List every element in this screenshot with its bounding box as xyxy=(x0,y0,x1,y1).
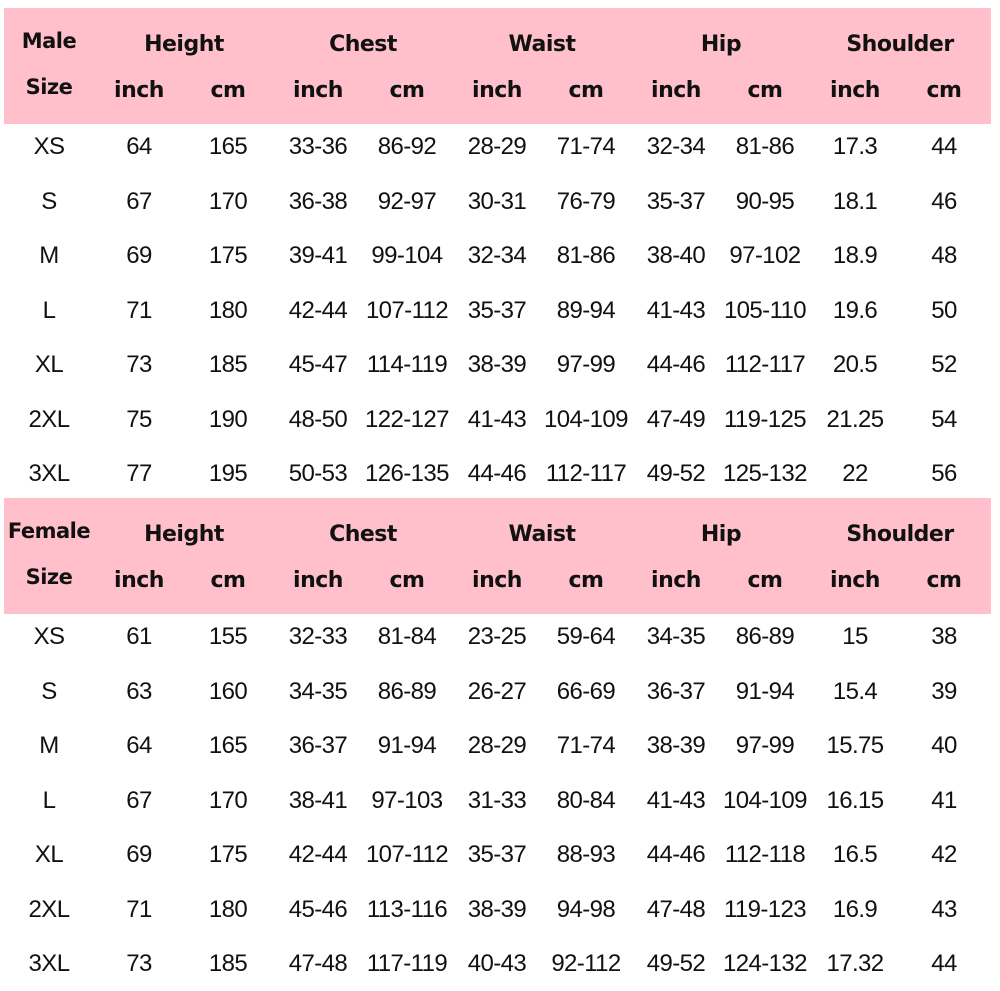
table-row xyxy=(4,120,991,174)
male-group-hip: Hip xyxy=(700,32,742,57)
male-unit: cm xyxy=(389,78,425,103)
size-cell: S xyxy=(41,677,57,705)
male-unit: cm xyxy=(210,78,246,103)
female-group-hip: Hip xyxy=(700,522,742,547)
value-cell: 49-52 xyxy=(646,460,706,487)
female-unit: inch xyxy=(830,568,880,593)
value-cell: 36-38 xyxy=(288,187,348,215)
value-cell: 17.3 xyxy=(832,133,878,160)
value-cell: 47-48 xyxy=(646,895,706,923)
size-cell: S xyxy=(41,187,57,215)
value-cell: 28-29 xyxy=(467,732,527,759)
value-cell: 17.32 xyxy=(826,950,884,977)
male-group-chest: Chest xyxy=(329,32,397,57)
female-group-chest: Chest xyxy=(329,522,397,547)
value-cell: 19.6 xyxy=(832,296,878,324)
value-cell: 35-37 xyxy=(467,841,527,868)
value-cell: 88-93 xyxy=(556,841,616,868)
value-cell: 75 xyxy=(126,405,152,433)
male-unit: cm xyxy=(747,78,783,103)
value-cell: 64 xyxy=(126,133,152,160)
table-row xyxy=(4,338,991,392)
value-cell: 73 xyxy=(126,351,152,378)
value-cell: 54 xyxy=(931,405,957,433)
value-cell: 44-46 xyxy=(467,460,527,487)
female-unit: cm xyxy=(210,568,246,593)
value-cell: 90-95 xyxy=(735,187,795,215)
size-cell: XL xyxy=(34,351,64,378)
value-cell: 20.5 xyxy=(832,351,878,378)
value-cell: 30-31 xyxy=(467,187,527,215)
value-cell: 97-99 xyxy=(735,732,795,759)
value-cell: 44-46 xyxy=(646,351,706,378)
value-cell: 165 xyxy=(208,133,248,160)
value-cell: 94-98 xyxy=(556,895,616,923)
male-label: Male xyxy=(21,29,77,53)
female-label: Female xyxy=(7,519,91,543)
value-cell: 15.4 xyxy=(832,677,878,705)
value-cell: 41-43 xyxy=(646,296,706,324)
male-unit: cm xyxy=(926,78,962,103)
value-cell: 155 xyxy=(208,623,248,650)
value-cell: 112-117 xyxy=(724,351,806,378)
value-cell: 47-48 xyxy=(288,950,348,977)
value-cell: 34-35 xyxy=(288,677,348,705)
size-cell: XL xyxy=(34,841,64,868)
value-cell: 71 xyxy=(126,296,152,324)
table-row xyxy=(4,883,991,937)
value-cell: 86-89 xyxy=(735,623,795,650)
value-cell: 170 xyxy=(208,187,248,215)
value-cell: 42-44 xyxy=(288,841,348,868)
female-unit: cm xyxy=(926,568,962,593)
size-cell: M xyxy=(39,242,59,269)
table-row xyxy=(4,937,991,991)
value-cell: 45-46 xyxy=(288,895,348,923)
value-cell: 67 xyxy=(126,786,152,814)
value-cell: 38 xyxy=(931,623,957,650)
value-cell: 31-33 xyxy=(467,786,527,814)
value-cell: 119-123 xyxy=(723,895,807,923)
size-cell: L xyxy=(42,786,56,814)
value-cell: 69 xyxy=(126,242,152,269)
male-unit: inch xyxy=(293,78,343,103)
value-cell: 119-125 xyxy=(723,405,807,433)
size-cell: XS xyxy=(33,623,65,650)
value-cell: 113-116 xyxy=(366,895,448,923)
value-cell: 28-29 xyxy=(467,133,527,160)
male-unit: cm xyxy=(568,78,604,103)
value-cell: 71 xyxy=(126,895,152,923)
value-cell: 21.25 xyxy=(826,405,884,433)
value-cell: 112-117 xyxy=(545,460,627,487)
female-unit: inch xyxy=(293,568,343,593)
table-row xyxy=(4,665,991,719)
size-cell: 3XL xyxy=(28,460,70,487)
value-cell: 170 xyxy=(208,786,248,814)
female-unit: inch xyxy=(472,568,522,593)
value-cell: 15.75 xyxy=(826,732,884,759)
value-cell: 50 xyxy=(931,296,957,324)
female-size-label: Size xyxy=(25,565,73,589)
value-cell: 175 xyxy=(208,841,248,868)
value-cell: 91-94 xyxy=(377,732,437,759)
value-cell: 180 xyxy=(208,296,248,324)
value-cell: 71-74 xyxy=(556,732,616,759)
male-unit: inch xyxy=(114,78,164,103)
value-cell: 66-69 xyxy=(556,677,616,705)
value-cell: 42-44 xyxy=(288,296,348,324)
value-cell: 16.15 xyxy=(826,786,884,814)
value-cell: 48 xyxy=(931,242,957,269)
value-cell: 112-118 xyxy=(724,841,806,868)
female-unit: cm xyxy=(389,568,425,593)
value-cell: 165 xyxy=(208,732,248,759)
female-unit: cm xyxy=(747,568,783,593)
table-row xyxy=(4,610,991,664)
value-cell: 89-94 xyxy=(556,296,616,324)
value-cell: 36-37 xyxy=(646,677,706,705)
size-cell: 3XL xyxy=(28,950,70,977)
size-cell: M xyxy=(39,732,59,759)
value-cell: 38-39 xyxy=(646,732,706,759)
value-cell: 117-119 xyxy=(366,950,448,977)
male-size-label: Size xyxy=(25,75,73,99)
value-cell: 97-102 xyxy=(729,242,801,269)
size-cell: L xyxy=(42,296,56,324)
male-size-chart xyxy=(0,0,1000,487)
value-cell: 92-112 xyxy=(551,950,621,977)
value-cell: 33-36 xyxy=(288,133,348,160)
female-group-waist: Waist xyxy=(508,522,576,547)
value-cell: 40-43 xyxy=(467,950,527,977)
table-row xyxy=(4,393,991,447)
value-cell: 22 xyxy=(842,460,868,487)
value-cell: 122-127 xyxy=(365,405,449,433)
value-cell: 32-33 xyxy=(288,623,348,650)
value-cell: 104-109 xyxy=(723,786,807,814)
value-cell: 185 xyxy=(208,351,248,378)
value-cell: 180 xyxy=(208,895,248,923)
value-cell: 71-74 xyxy=(556,133,616,160)
value-cell: 41-43 xyxy=(467,405,527,433)
value-cell: 63 xyxy=(126,677,152,705)
value-cell: 81-86 xyxy=(735,133,795,160)
value-cell: 41-43 xyxy=(646,786,706,814)
value-cell: 16.5 xyxy=(832,841,878,868)
size-cell: XS xyxy=(33,133,65,160)
value-cell: 61 xyxy=(126,623,152,650)
value-cell: 32-34 xyxy=(646,133,706,160)
value-cell: 81-86 xyxy=(556,242,616,269)
value-cell: 26-27 xyxy=(467,677,527,705)
male-group-waist: Waist xyxy=(508,32,576,57)
table-row xyxy=(4,229,991,283)
value-cell: 34-35 xyxy=(646,623,706,650)
female-group-height: Height xyxy=(144,522,224,547)
value-cell: 48-50 xyxy=(288,405,348,433)
value-cell: 76-79 xyxy=(556,187,616,215)
table-row xyxy=(4,175,991,229)
value-cell: 50-53 xyxy=(288,460,348,487)
female-unit: cm xyxy=(568,568,604,593)
value-cell: 38-39 xyxy=(467,351,527,378)
value-cell: 38-41 xyxy=(288,786,348,814)
table-row xyxy=(4,774,991,828)
value-cell: 32-34 xyxy=(467,242,527,269)
male-group-shoulder: Shoulder xyxy=(846,32,954,57)
value-cell: 41 xyxy=(931,786,957,814)
value-cell: 38-39 xyxy=(467,895,527,923)
value-cell: 97-99 xyxy=(556,351,616,378)
female-size-chart xyxy=(0,490,1000,977)
value-cell: 86-89 xyxy=(377,677,437,705)
value-cell: 73 xyxy=(126,950,152,977)
value-cell: 160 xyxy=(208,677,248,705)
value-cell: 45-47 xyxy=(288,351,348,378)
value-cell: 47-49 xyxy=(646,405,706,433)
female-unit: inch xyxy=(651,568,701,593)
size-cell: 2XL xyxy=(28,895,70,923)
value-cell: 44 xyxy=(931,950,957,977)
value-cell: 42 xyxy=(931,841,957,868)
value-cell: 97-103 xyxy=(371,786,443,814)
value-cell: 185 xyxy=(208,950,248,977)
value-cell: 92-97 xyxy=(377,187,437,215)
value-cell: 107-112 xyxy=(365,841,449,868)
value-cell: 59-64 xyxy=(556,623,616,650)
male-unit: inch xyxy=(651,78,701,103)
value-cell: 126-135 xyxy=(365,460,449,487)
value-cell: 40 xyxy=(931,732,957,759)
male-unit: inch xyxy=(472,78,522,103)
value-cell: 38-40 xyxy=(646,242,706,269)
value-cell: 99-104 xyxy=(371,242,443,269)
value-cell: 190 xyxy=(208,405,248,433)
value-cell: 23-25 xyxy=(467,623,527,650)
value-cell: 91-94 xyxy=(735,677,795,705)
value-cell: 35-37 xyxy=(467,296,527,324)
value-cell: 69 xyxy=(126,841,152,868)
value-cell: 43 xyxy=(931,895,957,923)
table-row xyxy=(4,719,991,773)
value-cell: 67 xyxy=(126,187,152,215)
value-cell: 44-46 xyxy=(646,841,706,868)
value-cell: 124-132 xyxy=(723,950,807,977)
value-cell: 18.1 xyxy=(832,187,878,215)
table-row xyxy=(4,284,991,338)
value-cell: 81-84 xyxy=(377,623,437,650)
value-cell: 77 xyxy=(126,460,152,487)
value-cell: 64 xyxy=(126,732,152,759)
table-row xyxy=(4,828,991,882)
value-cell: 125-132 xyxy=(723,460,807,487)
male-group-height: Height xyxy=(144,32,224,57)
value-cell: 39-41 xyxy=(288,242,348,269)
female-unit: inch xyxy=(114,568,164,593)
size-cell: 2XL xyxy=(28,405,70,433)
male-unit: inch xyxy=(830,78,880,103)
value-cell: 16.9 xyxy=(832,895,878,923)
value-cell: 105-110 xyxy=(723,296,807,324)
value-cell: 18.9 xyxy=(832,242,878,269)
value-cell: 114-119 xyxy=(366,351,448,378)
value-cell: 56 xyxy=(931,460,957,487)
value-cell: 15 xyxy=(842,623,868,650)
value-cell: 36-37 xyxy=(288,732,348,759)
value-cell: 49-52 xyxy=(646,950,706,977)
female-group-shoulder: Shoulder xyxy=(846,522,954,547)
female-header xyxy=(4,498,991,614)
male-header xyxy=(4,8,991,124)
value-cell: 107-112 xyxy=(365,296,449,324)
value-cell: 44 xyxy=(931,133,957,160)
value-cell: 39 xyxy=(931,677,957,705)
value-cell: 104-109 xyxy=(544,405,628,433)
value-cell: 86-92 xyxy=(377,133,437,160)
value-cell: 35-37 xyxy=(646,187,706,215)
value-cell: 175 xyxy=(208,242,248,269)
value-cell: 195 xyxy=(208,460,248,487)
value-cell: 80-84 xyxy=(556,786,616,814)
value-cell: 52 xyxy=(931,351,957,378)
value-cell: 46 xyxy=(931,187,957,215)
